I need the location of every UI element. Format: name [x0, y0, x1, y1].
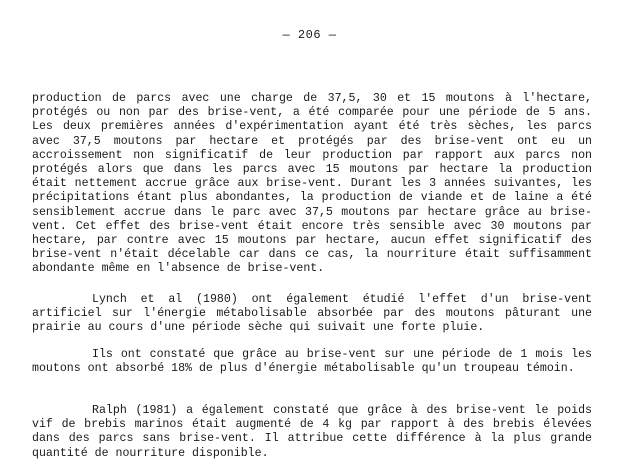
paragraph-text: Ils ont constaté que grâce au brise-vent sur une période de 1 mois les moutons ont absorbé 18% de plus d'énergie métabolisable qu'un troupeau témoin. — [32, 348, 592, 376]
paragraph-lynch-1980 — [32, 293, 592, 336]
page-number: — 206 — — [282, 28, 337, 42]
paragraph-text: production de parcs avec une charge de 37,5, 30 et 15 moutons à l'hectare, protégés ou non par des brise-vent, a été comparée pour une période de 5 ans. Les deux premières années d'expérimentation ayant été très sèches, les parcs avec 37,5 moutons par hectare et protégés par des brise-vent ont eu un accroissement non significatif de leur production par rapport aux parcs non protégés alors que dans les parcs avec 15 moutons par hectare la production était nettement accrue grâce aux brise-vent. Durant les 3 années suivantes, les précipitations étant plus abondantes, la production de viande et de laine a été sensiblement accrue dans le parc avec 37,5 moutons par hectare grâce au brise-vent. Cet effet des brise-vent était encore très sensible avec 30 moutons par hectare, par contre avec 15 moutons par hectare, aucun effet significatif des brise-vent n'était décelable car dans ce cas, la nourriture était suffisamment abondante même en l'absence de brise-vent. — [32, 92, 592, 276]
paragraph-ralph-1981 — [32, 404, 592, 461]
paragraph-energy-result — [32, 348, 592, 376]
paragraph-text: Ralph (1981) a également constaté que grâce à des brise-vent le poids vif de brebis marinos était augmenté de 4 kg par rapport à des brebis élevées dans des parcs sans brise-vent. Il attribue cette différence à la plus grande quantité de nourriture disponible. — [32, 404, 592, 460]
paragraph-sheep-windbreak-production — [32, 92, 592, 277]
paragraph-text: Lynch et al (1980) ont également étudié l'effet d'un brise-vent artificiel sur l'énergie métabolisable absorbée par des moutons pâturant une prairie au cours d'une période sèche qui suivait une forte pluie. — [32, 293, 592, 335]
